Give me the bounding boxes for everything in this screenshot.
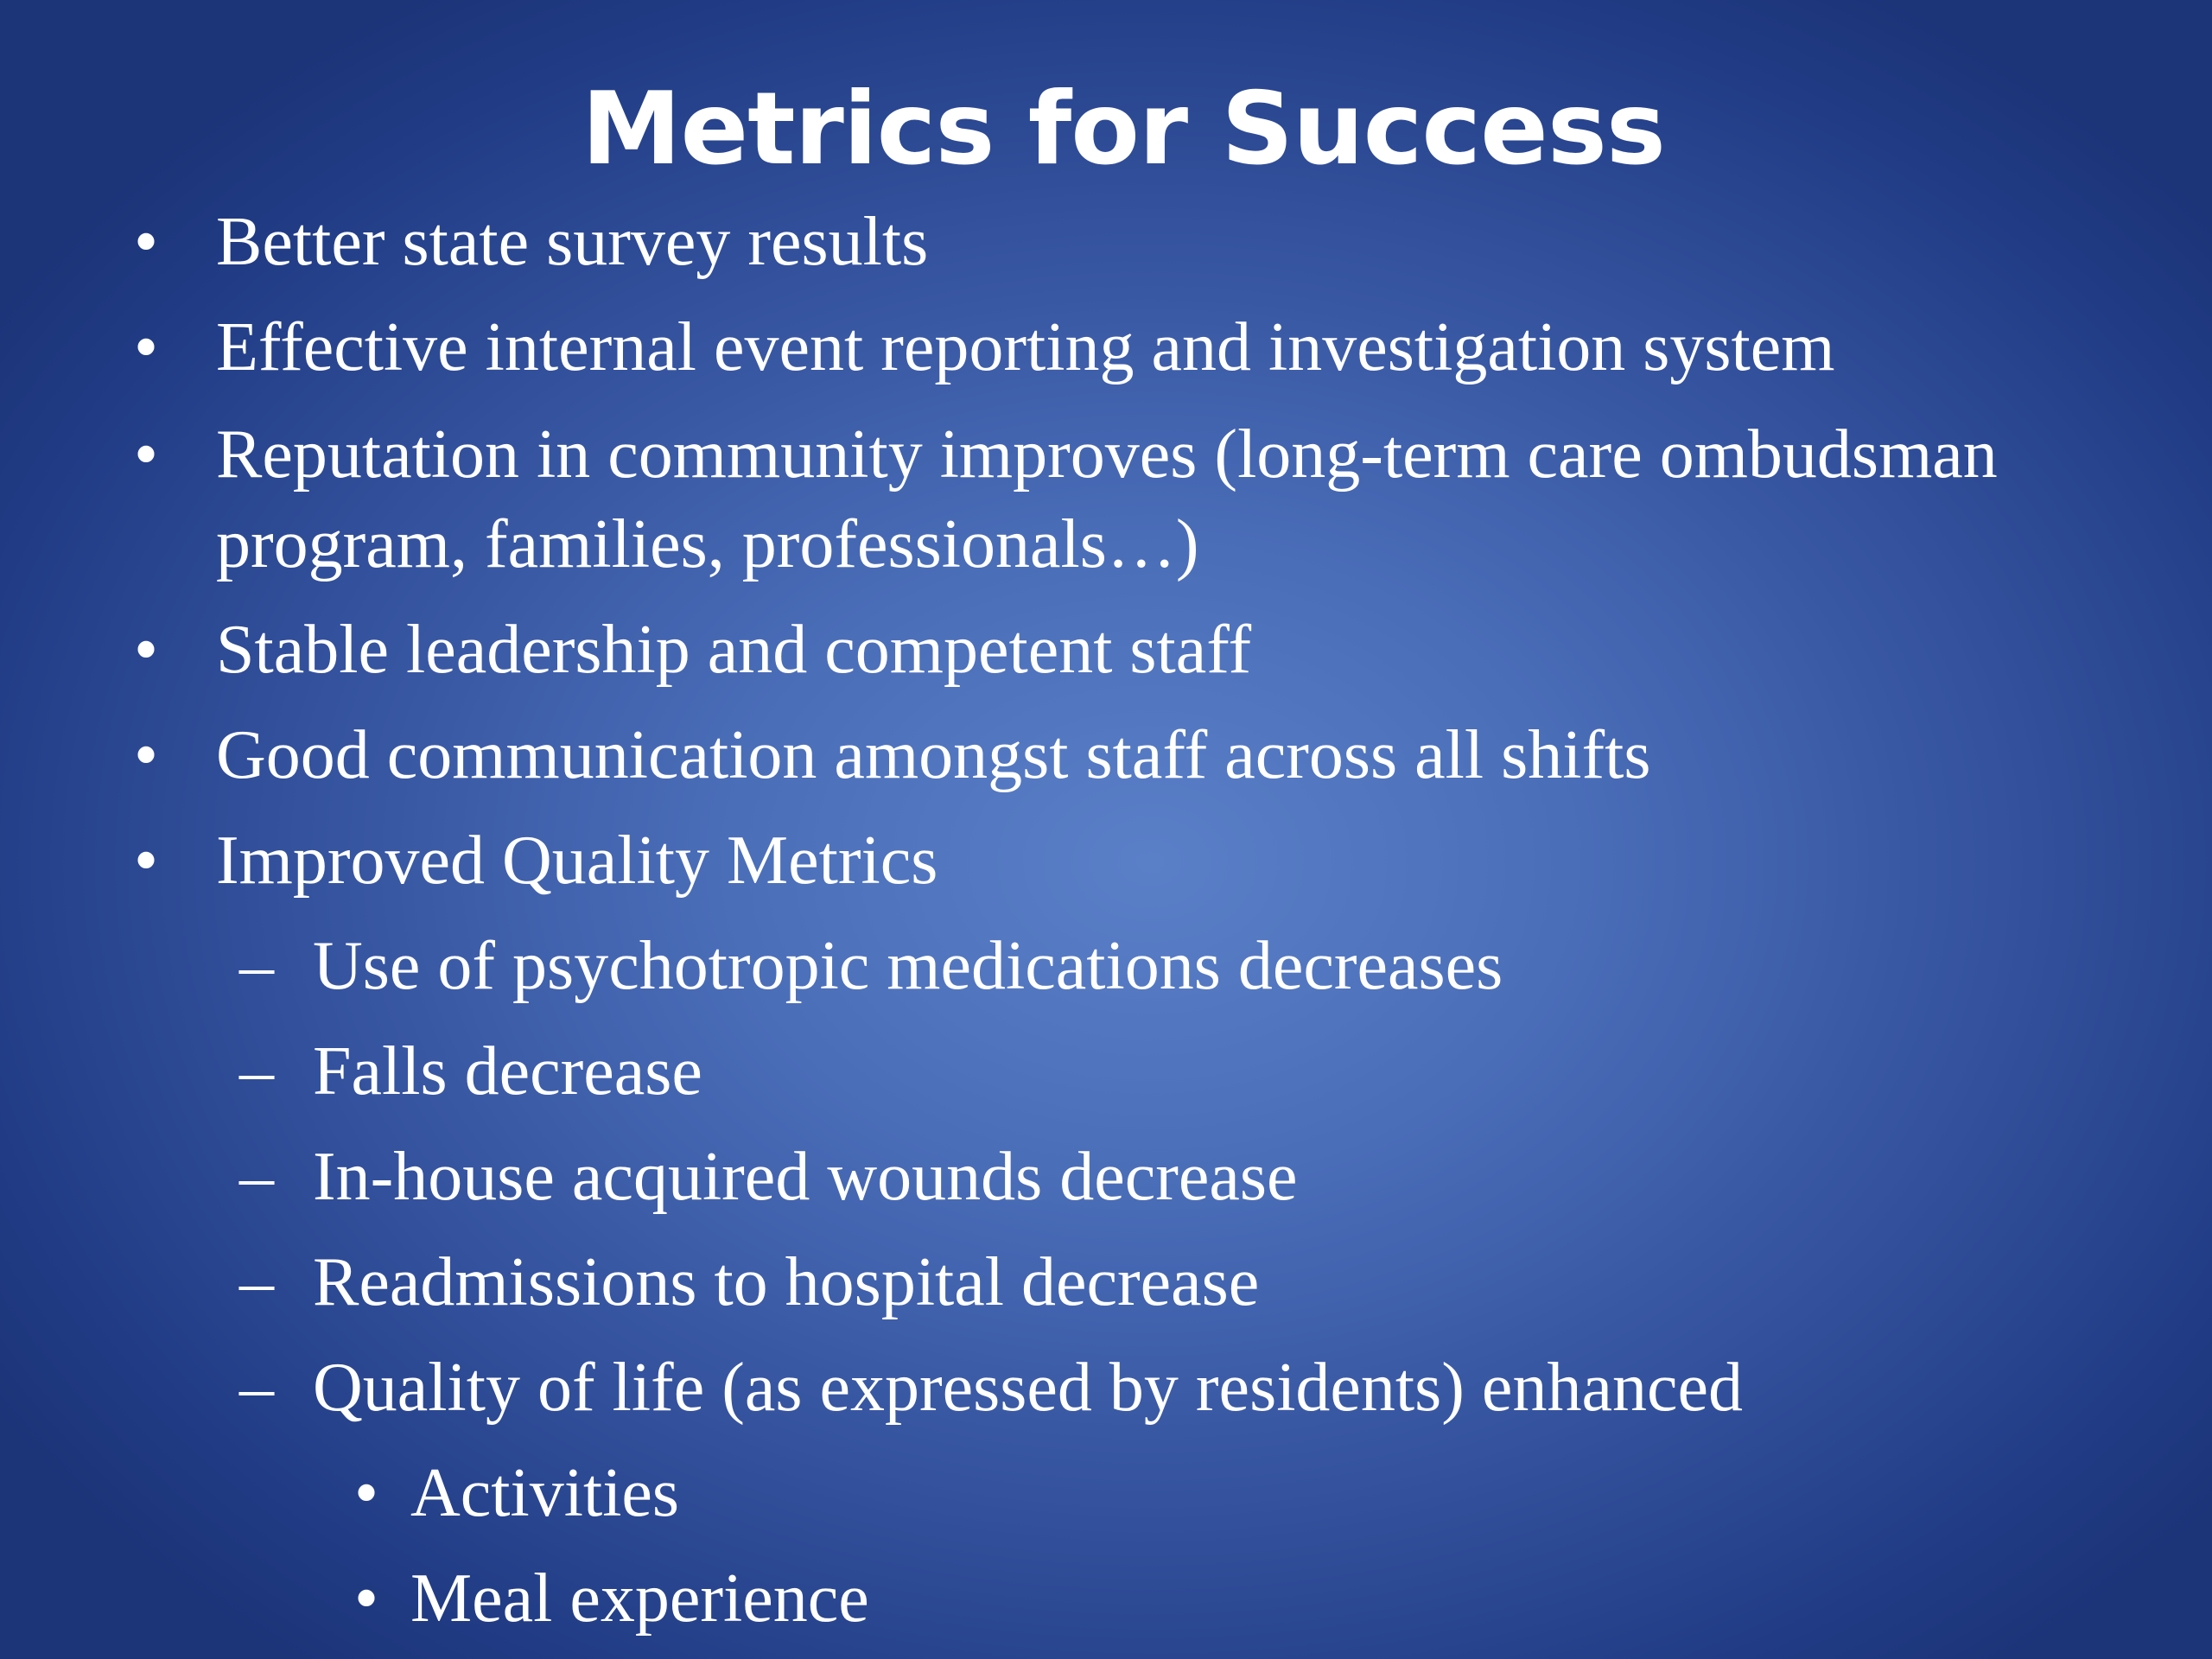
dash-marker: – <box>239 928 274 1004</box>
bullet-marker: • <box>134 309 159 385</box>
sub-bullet-text: In-house acquired wounds decrease <box>313 1139 1298 1215</box>
bullet-text-line: Reputation in community improves (long-term care ombudsman <box>216 416 1998 493</box>
sub-bullet-text: Quality of life (as expressed by residents) enhanced <box>313 1350 1743 1426</box>
bullet-item <box>134 302 1835 392</box>
bullet-item <box>134 605 1252 695</box>
bullet-text: Improved Quality Metrics <box>216 823 938 899</box>
bullet-text: Effective internal event reporting and investigation system <box>216 309 1835 385</box>
sub-bullet-item <box>239 1237 1260 1327</box>
bullet-marker: • <box>354 1455 379 1531</box>
bullet-marker: • <box>134 717 159 793</box>
bullet-text-line: program, families, professionals…) <box>216 506 1199 582</box>
dash-marker: – <box>239 1350 274 1426</box>
bullet-item <box>134 197 929 287</box>
sub-bullet-item <box>239 1027 702 1116</box>
bullet-text: Stable leadership and competent staff <box>216 612 1252 688</box>
sub-bullet-item <box>239 921 1503 1011</box>
sub-bullet-text: Use of psychotropic medications decreases <box>313 928 1503 1004</box>
bullet-item <box>134 816 938 906</box>
bullet-marker: • <box>134 204 159 280</box>
bullet-item <box>134 710 1651 800</box>
slide-title: Metrics for Success <box>582 71 1665 188</box>
sub-sub-bullet-text: Activities <box>410 1455 680 1531</box>
sub-bullet-item <box>239 1132 1298 1222</box>
bullet-marker: • <box>134 612 159 688</box>
bullet-marker: • <box>134 823 159 899</box>
sub-bullet-text: Readmissions to hospital decrease <box>313 1244 1260 1320</box>
dash-marker: – <box>239 1033 274 1109</box>
sub-bullet-text: Falls decrease <box>313 1033 702 1109</box>
bullet-item <box>134 410 1998 589</box>
sub-sub-bullet-item <box>354 1448 680 1538</box>
sub-sub-bullet-item <box>354 1554 869 1643</box>
bullet-marker: • <box>134 416 159 493</box>
dash-marker: – <box>239 1139 274 1215</box>
bullet-text: Better state survey results <box>216 204 929 280</box>
bullet-text: Good communication amongst staff across all shifts <box>216 717 1651 793</box>
bullet-marker: • <box>354 1560 379 1637</box>
dash-marker: – <box>239 1244 274 1320</box>
sub-sub-bullet-text: Meal experience <box>410 1560 869 1637</box>
sub-bullet-item <box>239 1343 1743 1433</box>
